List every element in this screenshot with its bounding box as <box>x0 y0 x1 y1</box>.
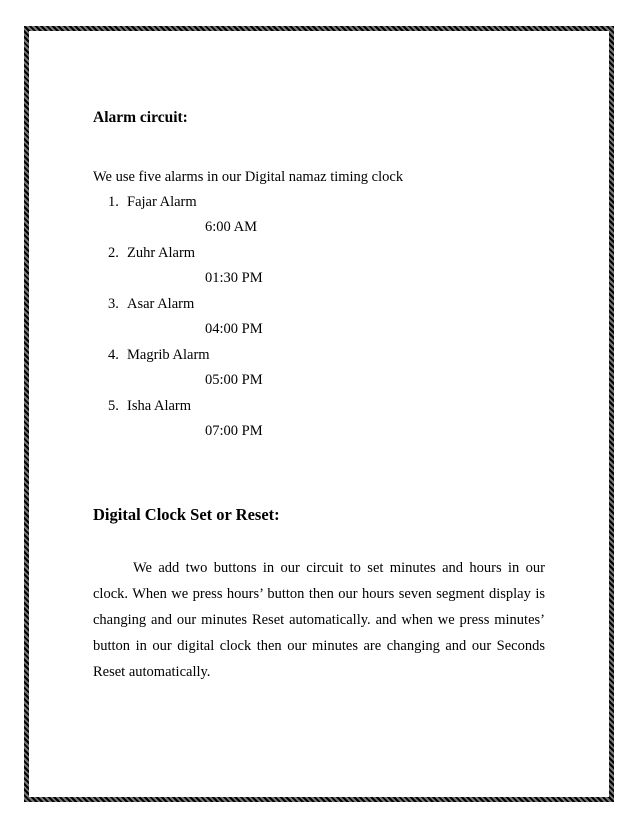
alarm-name: Zuhr Alarm <box>127 245 196 261</box>
alarm-circuit-heading: Alarm circuit: <box>93 109 188 126</box>
alarm-number: 1. <box>108 194 119 210</box>
alarm-number: 4. <box>108 347 119 363</box>
alarm-time: 01:30 PM <box>205 270 263 286</box>
alarm-name: Isha Alarm <box>127 398 192 414</box>
alarm-number: 2. <box>108 245 119 261</box>
alarm-intro-text: We use five alarms in our Digital namaz timing clock <box>93 169 404 185</box>
alarm-name: Asar Alarm <box>127 296 195 312</box>
alarm-time: 6:00 AM <box>205 219 257 235</box>
alarm-time: 04:00 PM <box>205 321 263 337</box>
alarm-time: 07:00 PM <box>205 423 263 439</box>
alarm-name: Magrib Alarm <box>127 347 210 363</box>
alarm-time: 05:00 PM <box>205 372 263 388</box>
alarm-number: 5. <box>108 398 119 414</box>
alarm-number: 3. <box>108 296 119 312</box>
digital-clock-heading: Digital Clock Set or Reset: <box>93 505 280 524</box>
digital-clock-paragraph: We add two buttons in our circuit to set minutes and hours in our clock. When we press hours’ button then our hours seven segment display is changing and our minutes Reset automatically. and when we press minutes’ button in our digital clock then our minutes are changing and our Seconds Reset automatically. <box>93 560 545 680</box>
alarm-name: Fajar Alarm <box>127 194 197 210</box>
